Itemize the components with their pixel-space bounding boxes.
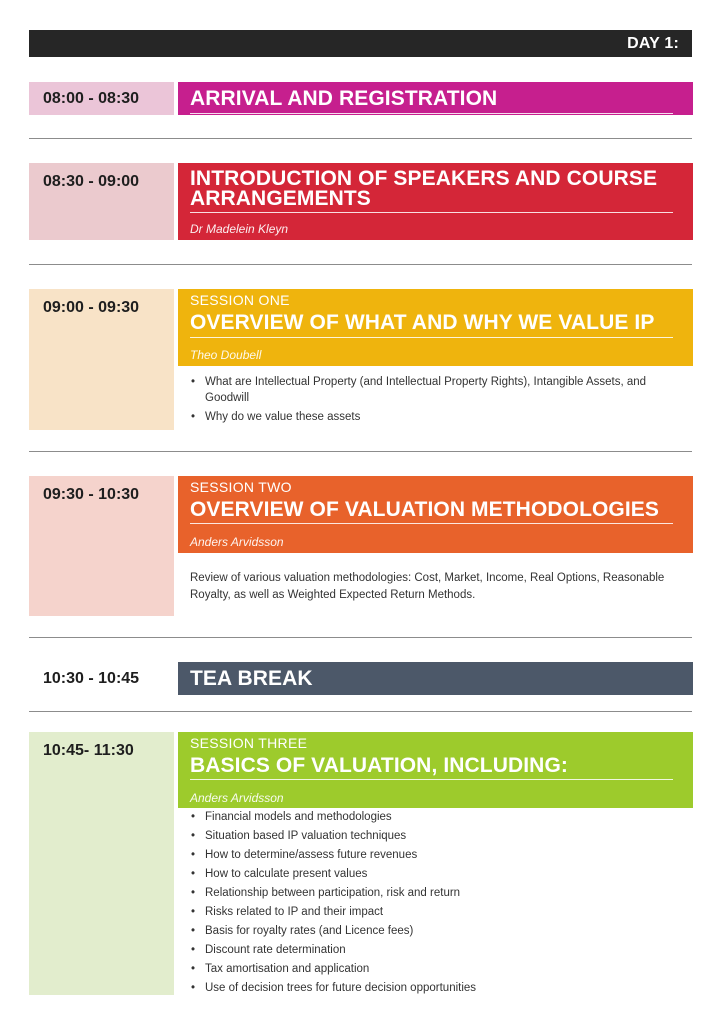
speaker-name: Dr Madelein Kleyn [190, 222, 289, 236]
agenda-item-session-three [178, 732, 693, 808]
time-cell [29, 662, 174, 695]
list-item: • Financial models and methodologies [190, 808, 680, 827]
divider [29, 637, 692, 638]
time-label: 08:30 - 09:00 [43, 173, 140, 190]
session-one-points [190, 374, 670, 428]
title-underline [190, 523, 673, 524]
speaker-name: Theo Doubell [190, 348, 262, 362]
divider [29, 451, 692, 452]
day-label: DAY 1: [627, 35, 679, 52]
time-label: 09:00 - 09:30 [43, 299, 140, 316]
list-item: • Relationship between participation, risk and return [190, 884, 680, 903]
time-cell [29, 476, 174, 616]
list-item: • Tax amortisation and application [190, 960, 680, 979]
list-item: • How to calculate present values [190, 865, 680, 884]
list-item: • Why do we value these assets [190, 409, 670, 425]
item-title: OVERVIEW OF VALUATION METHODOLOGIES [190, 498, 660, 521]
session-label: SESSION THREE [190, 735, 308, 751]
time-label: 10:45- 11:30 [43, 742, 134, 759]
time-label: 09:30 - 10:30 [43, 486, 140, 503]
divider [29, 711, 692, 712]
item-title: TEA BREAK [190, 667, 313, 690]
item-title: ARRIVAL AND REGISTRATION [190, 87, 498, 110]
agenda-item-introduction [178, 163, 693, 240]
item-title: OVERVIEW OF WHAT AND WHY WE VALUE IP [190, 311, 655, 334]
speaker-name: Anders Arvidsson [190, 791, 284, 805]
agenda-item-session-two [178, 476, 693, 553]
list-item: • How to determine/assess future revenues [190, 846, 680, 865]
title-underline [190, 337, 673, 338]
list-item: • What are Intellectual Property (and Intellectual Property Rights), Intangible Assets, and Goodwill [190, 374, 670, 406]
time-cell [29, 82, 174, 115]
day-header-bar [29, 30, 692, 57]
list-item: • Basis for royalty rates (and Licence fees) [190, 922, 680, 941]
time-cell [29, 732, 174, 995]
divider [29, 138, 692, 139]
session-three-points [190, 808, 680, 998]
list-item: • Use of decision trees for future decision opportunities [190, 979, 680, 998]
item-title: BASICS OF VALUATION, INCLUDING: [190, 754, 568, 777]
list-item: • Discount rate determination [190, 941, 680, 960]
time-label: 10:30 - 10:45 [43, 670, 140, 687]
session-label: SESSION ONE [190, 292, 290, 308]
list-item: • Situation based IP valuation techniques [190, 827, 680, 846]
time-label: 08:00 - 08:30 [43, 90, 140, 107]
speaker-name: Anders Arvidsson [190, 535, 284, 549]
agenda-item-tea-break [178, 662, 693, 695]
session-two-description: Review of various valuation methodologies: Cost, Market, Income, Real Options, Reasonable Royalty, as well as Weighted Expected Return Methods. [190, 572, 665, 601]
agenda-item-session-one [178, 289, 693, 366]
item-title: INTRODUCTION OF SPEAKERS AND COURSE ARRANGEMENTS [190, 167, 658, 210]
title-underline [190, 212, 673, 213]
title-underline [190, 779, 673, 780]
time-cell [29, 163, 174, 240]
title-underline [190, 113, 673, 114]
divider [29, 264, 692, 265]
time-cell [29, 289, 174, 430]
agenda-item-arrival [178, 82, 693, 115]
session-label: SESSION TWO [190, 479, 292, 495]
list-item: • Risks related to IP and their impact [190, 903, 680, 922]
